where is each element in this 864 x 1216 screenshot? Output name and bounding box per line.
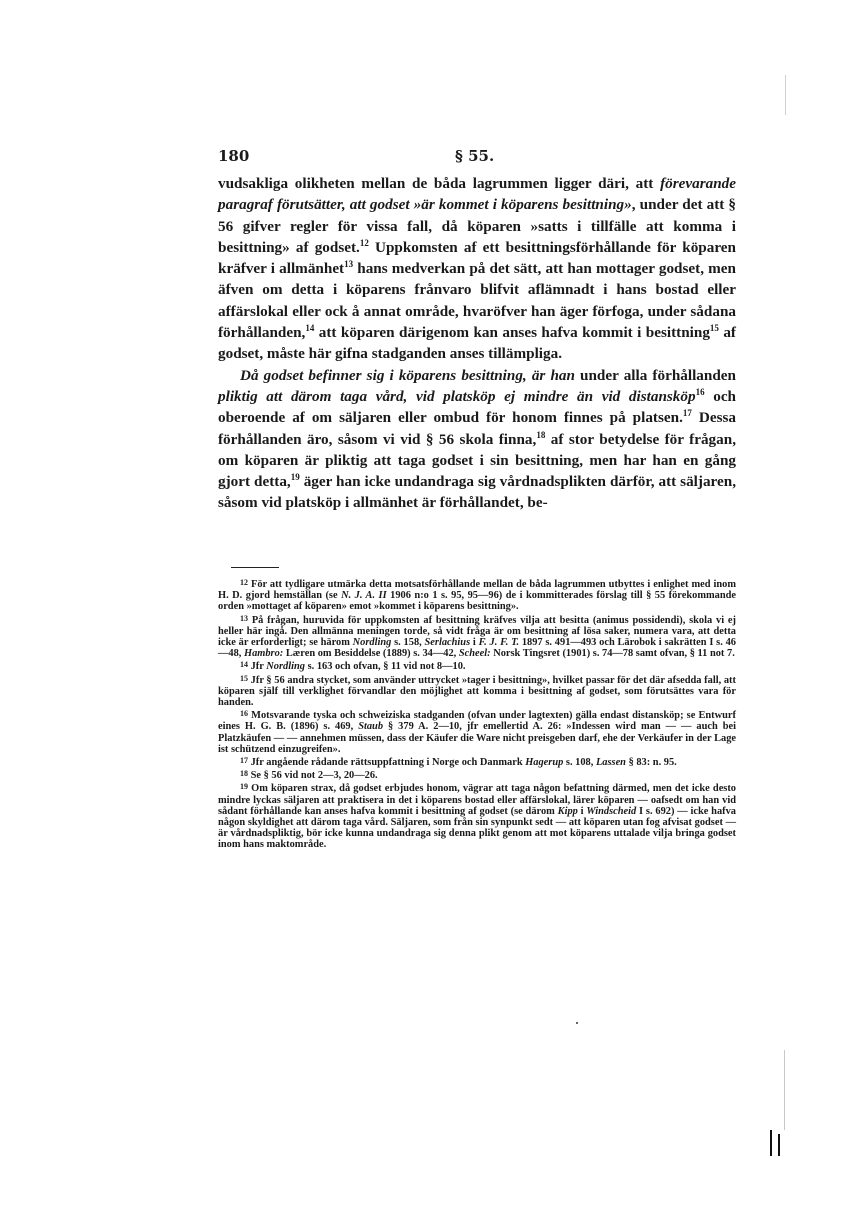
footnote-15: 15 Jfr § 56 andra stycket, som använder uttrycket »tager i besittning», hvilket passar för det där afsedda fall, att köparen själf till verklighet förvandlar den möjlighet att komma i besittning af godset, som förutsättes vara för handen. (218, 673, 736, 709)
margin-line-bottom (784, 1050, 785, 1130)
footnotes (218, 577, 736, 851)
paragraph-2: Då godset befinner sig i köparens besittning, är han under alla förhållanden pliktig att därom taga vård, vid platsköp ej mindre än vid distansköp$^{16}$ och oberoende af om säljaren eller ombud för honom finnes på platsen.$^{17}$ Dessa förhållanden äro, såsom vi vid § 56 skola finna,$^{18}$ af stor betydelse för frågan, om köparen är pliktig att taga godset i sin besittning, men har han en gång gjort detta,$^{19}$ äger han icke undandraga sig vårdnadsplikten därför, att säljaren, såsom vid platsköp i allmänhet är förhållandet, be- (218, 366, 737, 512)
footnote-17: 17 Jfr angående rådande rättsuppfattning i Norge och Danmark Hagerup s. 108, Lassen § 83: n. 95. (240, 756, 677, 769)
footnote-16: 16 Motsvarande tyska och schweiziska stadganden (ofvan under lagtexten) gälla endast distansköp; se Entwurf eines H. G. B. (1896) s. 469, Staub § 379 A. 2—10, jfr emellertid A. 26: »Indessen wird man — — auch bei Platzkäufen — — annehmen müssen, dass der Käufer die Ware nicht preisgeben darf, ehe der Verkäufer in der Lage ist schützend einzugreifen». (218, 709, 737, 755)
footnote-ref[interactable]: 16 (695, 386, 705, 397)
page-number: 180 (218, 147, 250, 165)
footnote-14: 14 Jfr Nordling s. 163 och ofvan, § 11 vid not 8—10. (240, 660, 466, 673)
footnote-separator (231, 567, 279, 568)
footnote-12: 12 För att tydligare utmärka detta motsatsförhållande mellan de båda lagrummen utbyttes i enlighet med inom H. D. gjord hemställan (se N. J. A. II 1906 n:o 1 s. 95, 95—96) de i kommitterades förslag till § 55 förekommande orden »mottaget af köparen» emot »kommet i köparens besittning». (218, 578, 736, 613)
footnote-19: 19 Om köparen strax, då godset erbjudes honom, vägrar att taga någon befattning därmed, men det icke desto mindre lyckas säljaren att praktisera in det i köparens bostad eller affärslokal, lärer köparen — oafsedt om han vid sådant förhållande kan anses hafva kommit i besittning af godset (se därom Kipp i Windscheid I s. 692) — icke hafva någon skyldighet att därom taga vård. Säljaren, som från sin synpunkt sedt — att köparen utan fog afvisat godset — är vårdnadspliktig, bör icke kunna undandraga sig denna plikt genom att mot köparens uttalade vilja bringa godset inom hans maktområde. (218, 782, 736, 851)
speck (576, 1022, 578, 1024)
running-header (218, 147, 736, 167)
paragraph-1: vudsakliga olikheten mellan de båda lagrummen ligger däri, att förevarande paragraf förutsätter, att godset »är kommet i köparens besittning», under det att § 56 gifver regler för vissa fall, då köparen »satts i tillfälle att komma i besittning» af godset.$^{12}$ Uppkomsten af ett besittningsförhållande för köparen kräfver i allmänhet$^{13}$ hans medverkan på det sätt, att han mottager godset, men äfven om detta i köparens frånvaro blifvit aflämnadt i hans bostad eller affärslokal eller ock å annat område, hvaröfver han äger förfoga, under sådana förhållanden,$^{14}$ att köparen därigenom kan anses hafva kommit i besittning$^{15}$ af godset, måste här gifna stadganden anses tillämpliga. (218, 175, 736, 363)
footnote-ref[interactable]: 12 (359, 237, 369, 248)
scan-mark (778, 1134, 780, 1156)
footnote-ref[interactable]: 19 (290, 472, 300, 483)
main-text (218, 173, 736, 514)
footnote-ref[interactable]: 14 (305, 323, 315, 334)
footnote-ref[interactable]: 17 (682, 408, 692, 419)
footnote-18: 18 Se § 56 vid not 2—3, 20—26. (240, 769, 378, 782)
footnote-13: 13 På frågan, huruvida för uppkomsten af besittning kräfves vilja att besitta (animus possidendi), skola vi ej heller här ingå. Den allmänna meningen torde, så vidt fråga är om besittning af lösa saker, numera vara, att detta icke är erforderligt; se härom Nordling s. 158, Serlachius i F. J. F. T. 1897 s. 491—493 och Lärobok i sakrätten I s. 46—48, Hambro: Læren om Besiddelse (1889) s. 34—42, Scheel: Norsk Tingsret (1901) s. 74—78 samt ofvan, § 11 not 7. (218, 613, 736, 660)
section-heading: § 55. (455, 147, 495, 165)
footnote-ref[interactable]: 15 (709, 323, 719, 334)
footnote-ref[interactable]: 18 (536, 429, 546, 440)
footnote-ref[interactable]: 13 (344, 259, 354, 270)
scan-mark (770, 1130, 772, 1156)
margin-line-top (785, 75, 786, 115)
